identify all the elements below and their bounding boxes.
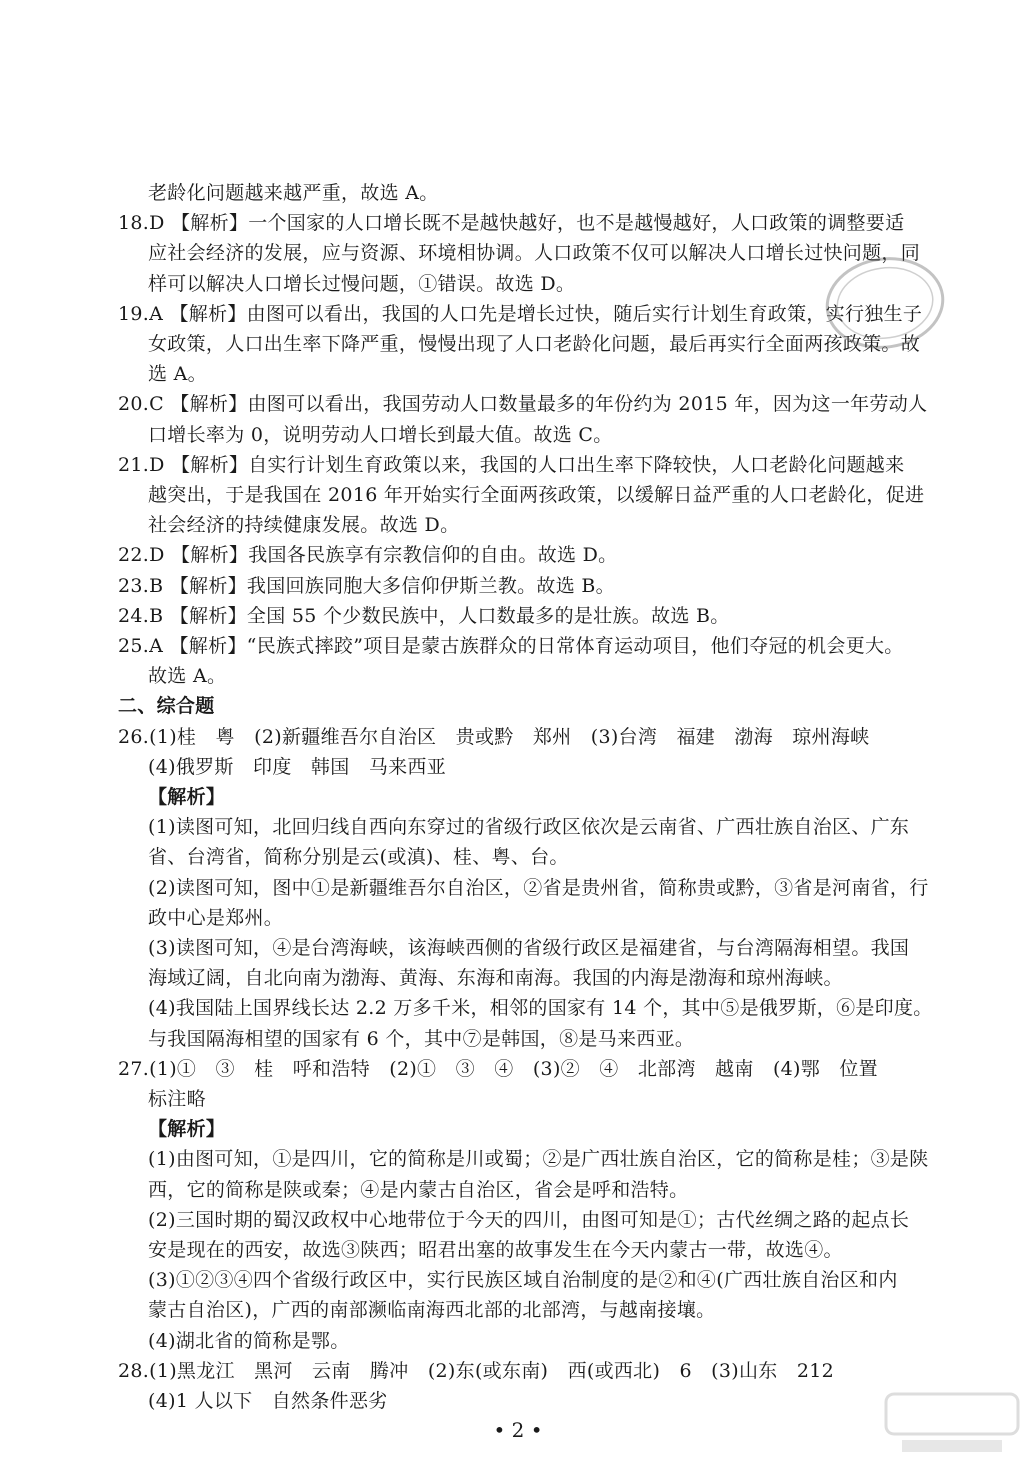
text-line: (3)读图可知，④是台湾海峡，该海峡西侧的省级行政区是福建省，与台湾隔海相望。我国 (148, 937, 910, 959)
text-line: (4)1 人以下 自然条件恶劣 (148, 1390, 388, 1412)
site-logo-watermark-icon (882, 1388, 1022, 1458)
text-line: 女政策，人口出生率下降严重，慢慢出现了人口老龄化问题，最后再实行全面两孩政策。故 (148, 333, 921, 355)
section-heading: 二、综合题 (118, 695, 215, 718)
text-line: (4)俄罗斯 印度 韩国 马来西亚 (148, 755, 447, 778)
text-line: (4)我国陆上国界线长达 2.2 万多千米，相邻的国家有 14 个，其中⑤是俄罗斯，⑥是印度。 (148, 997, 933, 1020)
text-line: 政中心是郑州。 (148, 906, 284, 929)
text-line: 20.C 【解析】由图可以看出，我国劳动人口数量最多的年份约为 2015 年，因为这一年劳动人 (118, 393, 928, 416)
text-line: 应社会经济的发展，应与资源、环境相协调。人口政策不仅可以解决人口增长过快问题，同 (148, 242, 921, 265)
text-line: 西，它的简称是陕或秦；④是内蒙古自治区，省会是呼和浩特。 (148, 1178, 689, 1201)
text-line: 26.(1)桂 粤 (2)新疆维吾尔自治区 贵或黔 郑州 (3)台湾 福建 渤海 琼州海峡 (118, 725, 870, 748)
text-line: 19.A 【解析】由图可以看出，我国的人口先是增长过快，随后实行计划生育政策，实行独生子 (118, 302, 923, 325)
text-line: 海域辽阔，自北向南为渤海、黄海、东海和南海。我国的内海是渤海和琼州海峡。 (148, 967, 843, 990)
text-line: 与我国隔海相望的国家有 6 个，其中⑦是韩国，⑧是马来西亚。 (148, 1027, 695, 1050)
text-line: 25.A 【解析】“民族式摔跤”项目是蒙古族群众的日常体育运动项目，他们夺冠的机会更大。 (118, 635, 904, 657)
text-line: 18.D 【解析】一个国家的人口增长既不是越快越好，也不是越慢越好，人口政策的调整要适 (118, 212, 905, 235)
text-line: 老龄化问题越来越严重，故选 A。 (148, 182, 439, 204)
text-line: 28.(1)黑龙江 黑河 云南 腾冲 (2)东(或东南) 西(或西北) 6 (3)山东 212 (118, 1359, 835, 1382)
text-line: (2)读图可知，图中①是新疆维吾尔自治区，②省是贵州省，简称贵或黔，③省是河南省，行 (148, 876, 929, 899)
text-line: 标注略 (148, 1088, 206, 1110)
analysis-label: 【解析】 (148, 786, 226, 808)
text-line: 21.D 【解析】自实行计划生育政策以来，我国的人口出生率下降较快，人口老龄化问题越来 (118, 453, 905, 476)
text-line: 省、台湾省，简称分别是云(或滇)、桂、粤、台。 (148, 846, 569, 869)
text-line: (4)湖北省的简称是鄂。 (148, 1329, 350, 1352)
text-line: 蒙古自治区)，广西的南部濒临南海西北部的北部湾，与越南接壤。 (148, 1299, 716, 1322)
text-line: (1)由图可知，①是四川，它的简称是川或蜀；②是广西壮族自治区，它的简称是桂；③是陕 (148, 1148, 929, 1171)
text-line: 口增长率为 0，说明劳动人口增长到最大值。故选 C。 (148, 423, 613, 446)
text-line: 故选 A。 (148, 665, 227, 688)
text-line: (1)读图可知，北回归线自西向东穿过的省级行政区依次是云南省、广西壮族自治区、广东 (148, 816, 910, 839)
stamp-watermark-icon (813, 239, 957, 366)
text-line: 24.B 【解析】全国 55 个少数民族中，人口数最多的是壮族。故选 B。 (118, 604, 730, 627)
text-line: (3)①②③④四个省级行政区中，实行民族区域自治制度的是②和④(广西壮族自治区和内 (148, 1269, 898, 1292)
page-number: • 2 • (493, 1418, 543, 1442)
text-line: 样可以解决人口增长过慢问题，①错误。故选 D。 (148, 272, 576, 295)
text-line: 社会经济的持续健康发展。故选 D。 (148, 514, 460, 537)
text-line: 越突出，于是我国在 2016 年开始实行全面两孩政策，以缓解日益严重的人口老龄化，促进 (148, 484, 925, 506)
analysis-label: 【解析】 (148, 1118, 226, 1141)
text-line: (2)三国时期的蜀汉政权中心地带位于今天的四川，由图可知是①；古代丝绸之路的起点长 (148, 1208, 910, 1231)
text-line: 安是现在的西安，故选③陕西；昭君出塞的故事发生在今天内蒙古一带，故选④。 (148, 1239, 843, 1261)
text-line: 23.B 【解析】我国回族同胞大多信仰伊斯兰教。故选 B。 (118, 574, 615, 597)
text-line: 27.(1)① ③ 桂 呼和浩特 (2)① ③ ④ (3)② ④ 北部湾 越南 (4)鄂 位置 (118, 1057, 878, 1080)
text-line: 22.D 【解析】我国各民族享有宗教信仰的自由。故选 D。 (118, 544, 618, 567)
text-line: 选 A。 (148, 363, 207, 386)
